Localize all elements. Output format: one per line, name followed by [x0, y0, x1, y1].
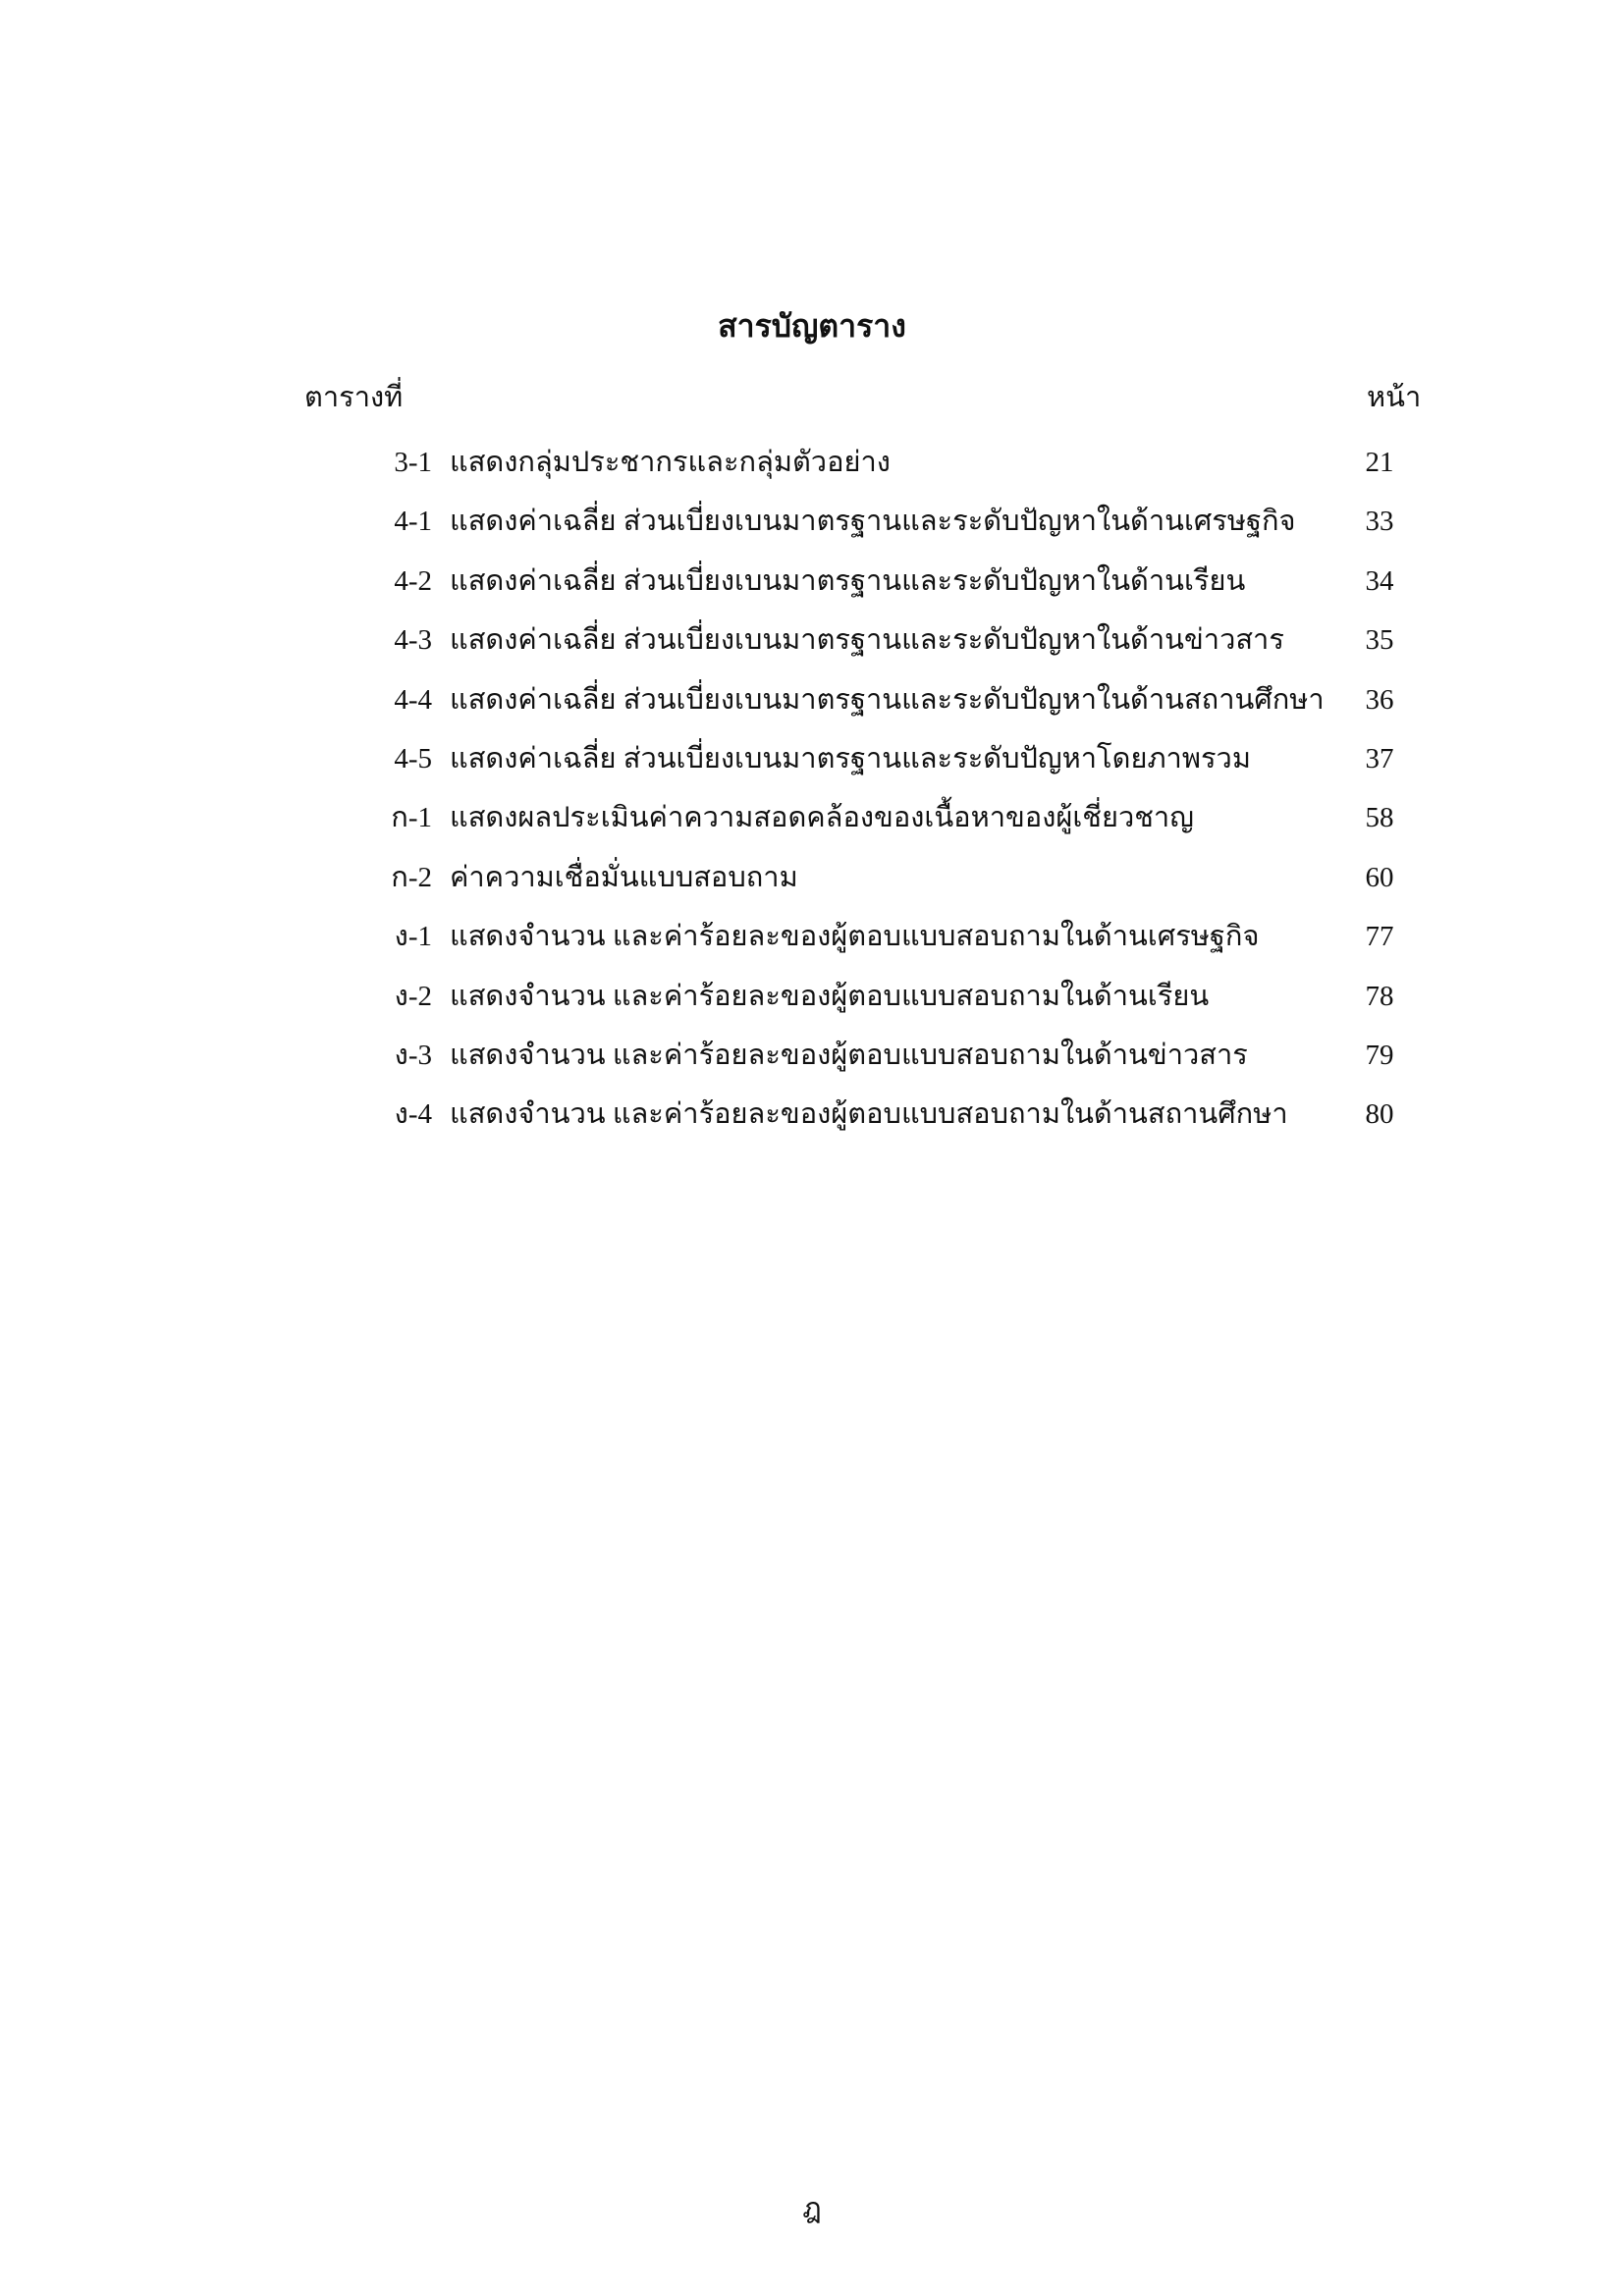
table-of-contents-list — [0, 440, 1624, 1151]
table-number: ง-4 — [394, 1098, 432, 1131]
page-ref: 33 — [1365, 506, 1394, 538]
page-title: สารบัญตาราง — [718, 308, 906, 344]
table-number: 4-1 — [394, 506, 432, 538]
table-caption: แสดงค่าเฉลี่ย ส่วนเบี่ยงเบนมาตรฐานและระดับปัญหาโดยภาพรวม — [450, 742, 1251, 774]
table-caption: แสดงกลุ่มประชากรและกลุ่มตัวอย่าง — [450, 447, 891, 478]
table-number: ง-3 — [394, 1039, 432, 1071]
page-ref: 35 — [1365, 624, 1394, 657]
toc-entry — [0, 677, 1624, 736]
table-number: ง-1 — [394, 921, 432, 953]
table-number: 3-1 — [394, 447, 432, 478]
toc-entry — [0, 855, 1624, 914]
page-ref: 79 — [1365, 1039, 1394, 1071]
toc-entry — [0, 559, 1624, 617]
page-ref: 80 — [1365, 1098, 1394, 1131]
toc-entry — [0, 1033, 1624, 1092]
table-number: 4-3 — [394, 624, 432, 657]
table-caption: แสดงค่าเฉลี่ย ส่วนเบี่ยงเบนมาตรฐานและระดับปัญหาในด้านเศรษฐกิจ — [450, 506, 1296, 538]
toc-entry — [0, 736, 1624, 795]
page-ref: 77 — [1365, 921, 1394, 953]
table-caption: แสดงจำนวน และค่าร้อยละของผู้ตอบแบบสอบถามในด้านเรียน — [450, 980, 1210, 1012]
page-ref: 36 — [1365, 683, 1394, 716]
page-number: ฎ — [802, 2193, 822, 2224]
page-ref: 58 — [1365, 802, 1394, 834]
table-number: 4-2 — [394, 564, 432, 597]
page-ref: 78 — [1365, 980, 1394, 1012]
toc-entry — [0, 617, 1624, 676]
toc-entry — [0, 1092, 1624, 1150]
table-number-column-header: ตารางที่ — [304, 382, 404, 413]
table-number: ก-2 — [391, 861, 432, 893]
table-caption: แสดงจำนวน และค่าร้อยละของผู้ตอบแบบสอบถามในด้านสถานศึกษา — [450, 1098, 1288, 1131]
table-number: 4-5 — [394, 742, 432, 774]
table-number: 4-4 — [394, 683, 432, 716]
page-ref: 37 — [1365, 742, 1394, 774]
table-caption: แสดงจำนวน และค่าร้อยละของผู้ตอบแบบสอบถามในด้านข่าวสาร — [450, 1039, 1248, 1071]
toc-entry — [0, 795, 1624, 854]
toc-entry — [0, 974, 1624, 1033]
toc-entry — [0, 914, 1624, 973]
table-number: ง-2 — [394, 980, 432, 1012]
table-number: ก-1 — [391, 802, 432, 834]
toc-entry — [0, 499, 1624, 558]
toc-entry — [0, 440, 1624, 499]
page-column-header: หน้า — [1367, 382, 1422, 413]
table-caption: แสดงค่าเฉลี่ย ส่วนเบี่ยงเบนมาตรฐานและระดับปัญหาในด้านสถานศึกษา — [450, 683, 1325, 716]
page-ref: 34 — [1365, 564, 1394, 597]
page-ref: 60 — [1365, 861, 1394, 893]
table-caption: แสดงผลประเมินค่าความสอดคล้องของเนื้อหาของผู้เชี่ยวชาญ — [450, 802, 1194, 834]
page-ref: 21 — [1365, 447, 1394, 478]
table-caption: แสดงค่าเฉลี่ย ส่วนเบี่ยงเบนมาตรฐานและระดับปัญหาในด้านข่าวสาร — [450, 624, 1284, 657]
table-caption: แสดงค่าเฉลี่ย ส่วนเบี่ยงเบนมาตรฐานและระดับปัญหาในด้านเรียน — [450, 564, 1246, 597]
table-caption: ค่าความเชื่อมั่นแบบสอบถาม — [450, 861, 798, 893]
table-caption: แสดงจำนวน และค่าร้อยละของผู้ตอบแบบสอบถามในด้านเศรษฐกิจ — [450, 921, 1260, 953]
